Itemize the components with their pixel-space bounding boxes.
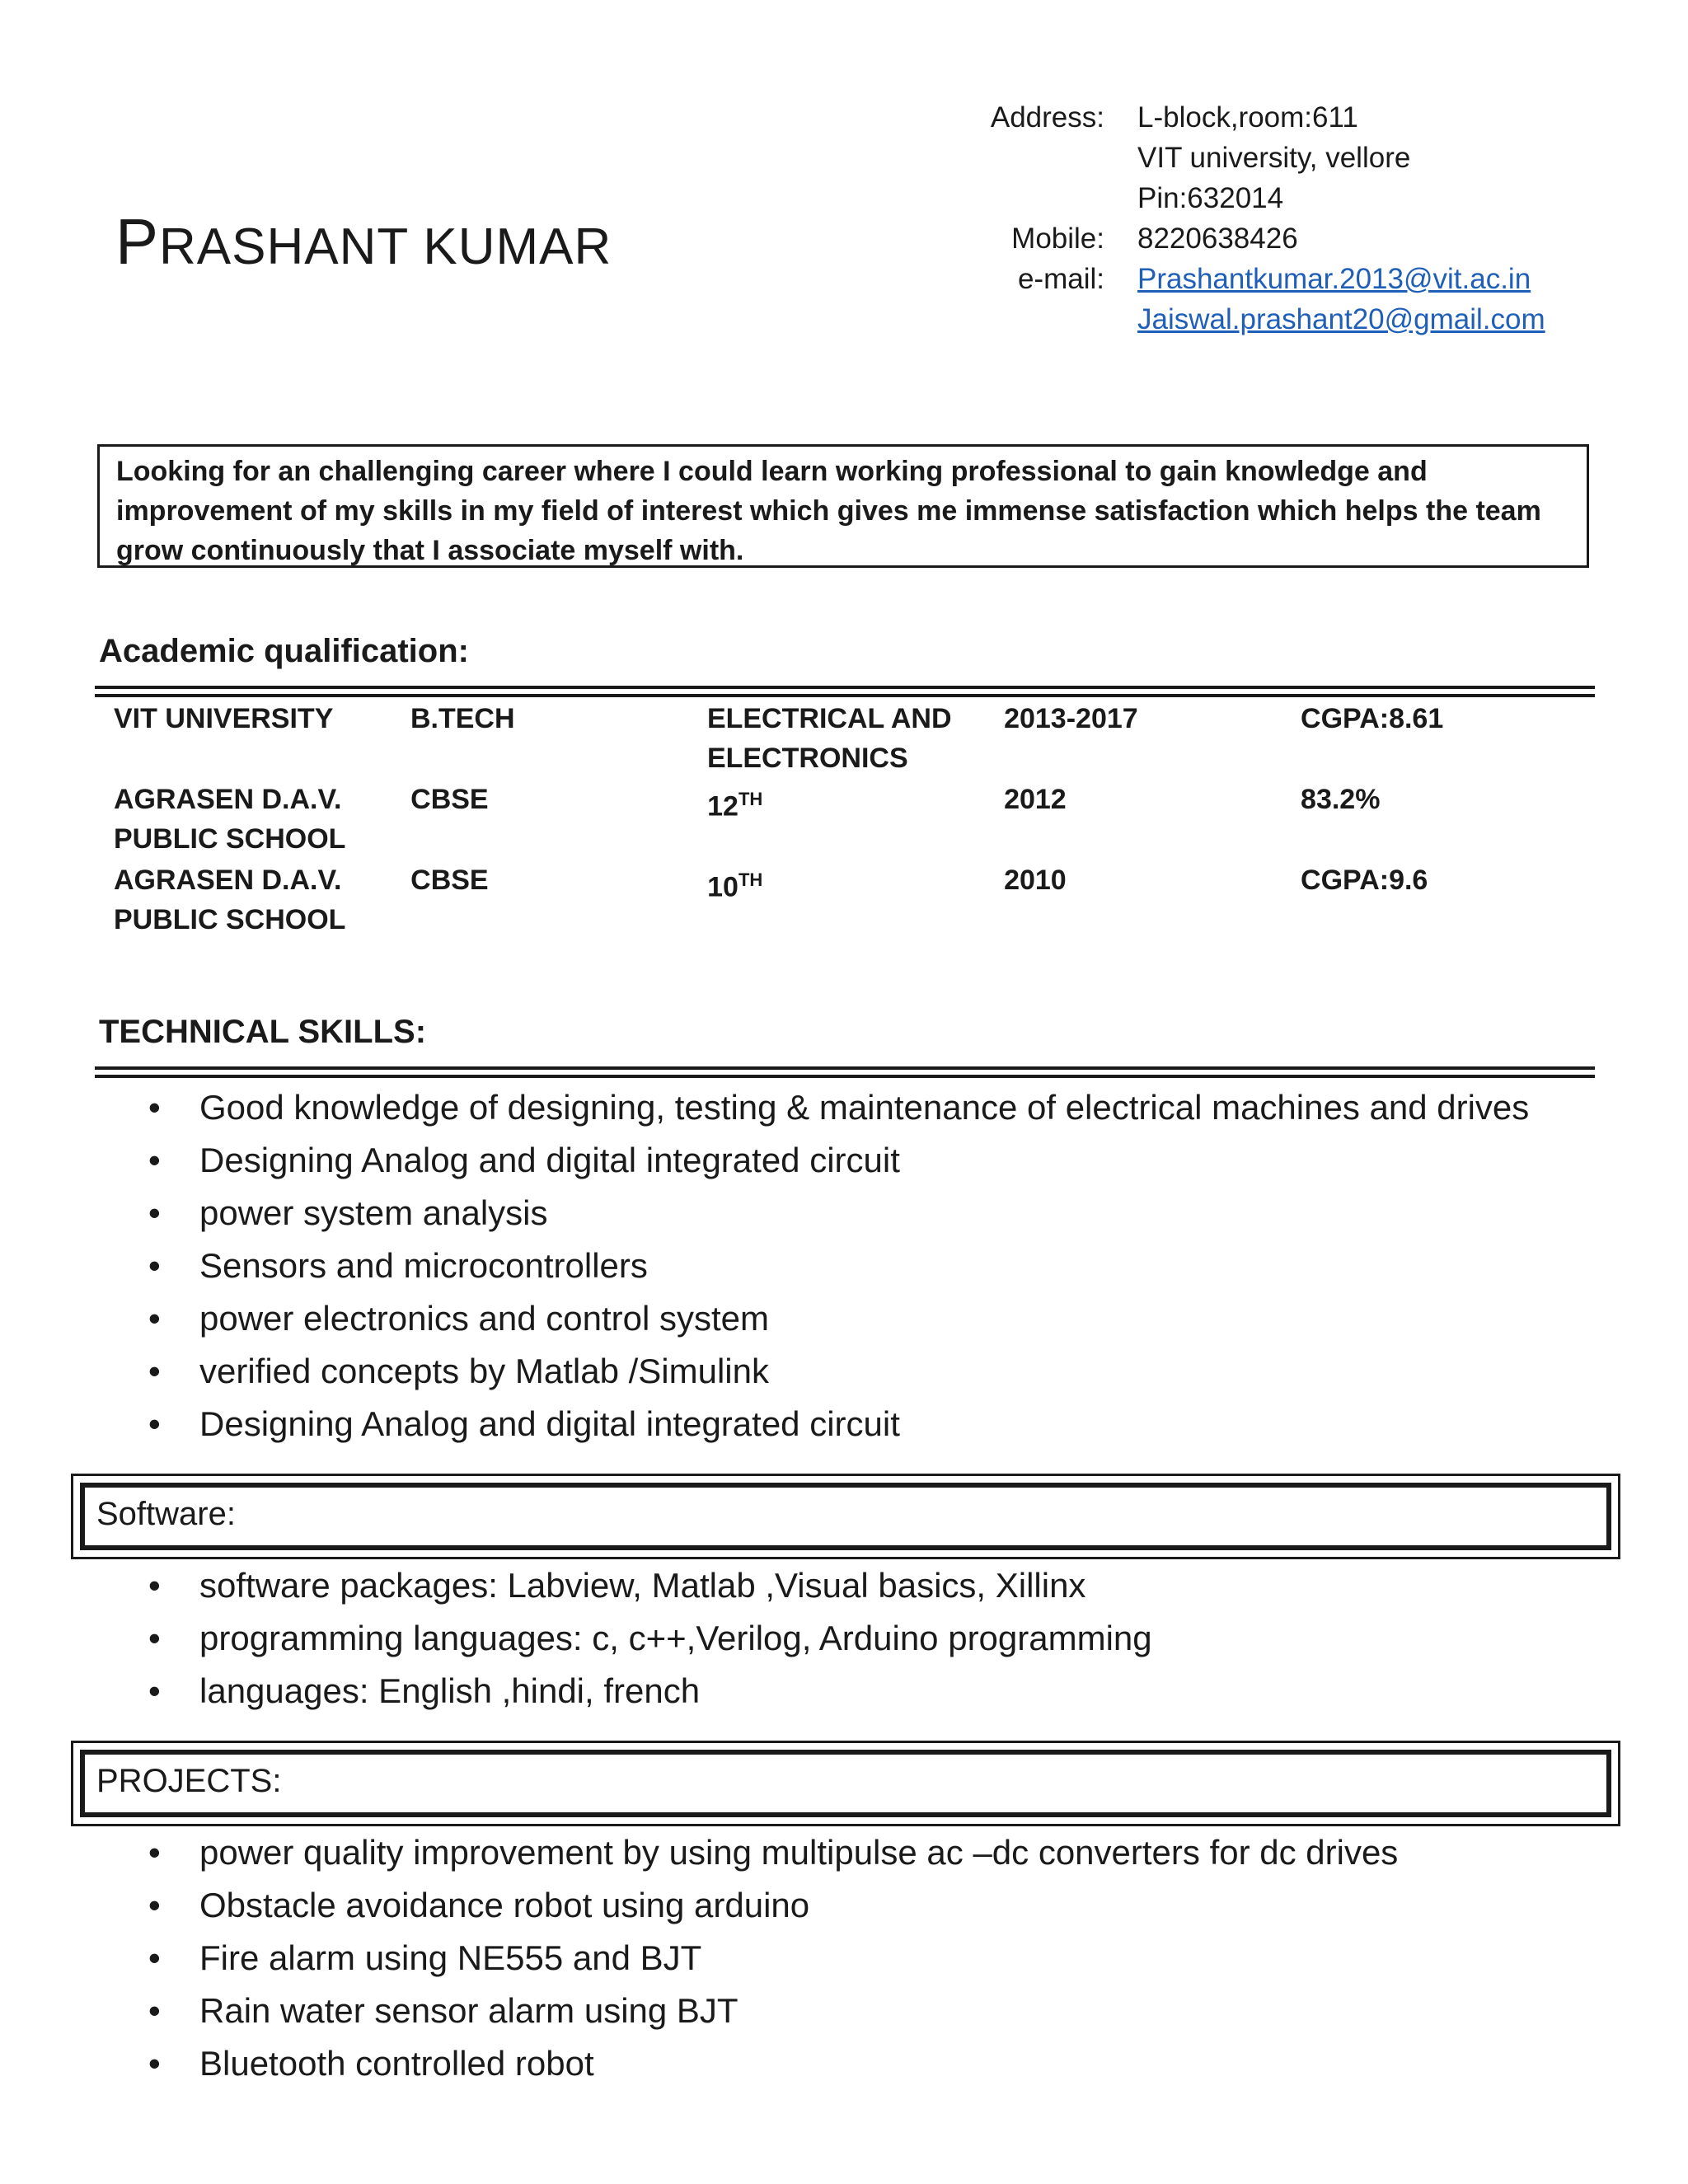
institution: VIT UNIVERSITY: [114, 703, 334, 734]
contact-block: [973, 97, 1545, 340]
projects-header-box: [71, 1741, 1620, 1826]
year: 2013-2017: [1004, 703, 1138, 734]
projects-title: PROJECTS:: [80, 1750, 1611, 1817]
institution: AGRASEN D.A.V. PUBLIC SCHOOL: [114, 784, 346, 855]
academic-rule: [95, 686, 1595, 697]
list-item: • Fire alarm using NE555 and BJT: [148, 1932, 1398, 1985]
software-list: [148, 1559, 1152, 1718]
list-item: • power system analysis: [148, 1187, 1529, 1240]
score: CGPA:9.6: [1301, 865, 1428, 896]
address-line-2: VIT university, vellore: [1137, 142, 1411, 174]
course: ELECTRICAL AND ELECTRONICS: [706, 703, 952, 774]
course-number: 12: [707, 790, 738, 823]
name-first-rest: RASHANT: [159, 218, 409, 275]
mobile-number: 8220638426: [1137, 223, 1298, 255]
list-item: • software packages: Labview, Matlab ,Visual basics, Xillinx: [148, 1559, 1152, 1612]
list-item: • verified concepts by Matlab /Simulink: [148, 1345, 1529, 1398]
institution: AGRASEN D.A.V. PUBLIC SCHOOL: [114, 865, 346, 935]
list-item: • Bluetooth controlled robot: [148, 2037, 1398, 2090]
list-item: • Designing Analog and digital integrated circuit: [148, 1134, 1529, 1187]
mobile-label: Mobile:: [1011, 223, 1104, 255]
email-link-secondary[interactable]: Jaiswal.prashant20@gmail.com: [1137, 303, 1545, 335]
list-item: • power quality improvement by using multipulse ac –dc converters for dc drives: [148, 1826, 1398, 1879]
software-header-box: [71, 1474, 1620, 1559]
course: [707, 780, 1004, 859]
table-row: [114, 699, 1597, 778]
address-line-3: Pin:632014: [1137, 182, 1284, 214]
academic-title: Academic qualification:: [99, 633, 469, 669]
list-item: • Good knowledge of designing, testing & maintenance of electrical machines and drives: [148, 1081, 1529, 1134]
list-item: • Obstacle avoidance robot using arduino: [148, 1879, 1398, 1932]
list-item: • Rain water sensor alarm using BJT: [148, 1985, 1398, 2037]
table-row: [114, 780, 1597, 859]
software-title: Software:: [80, 1483, 1611, 1550]
technical-title: TECHNICAL SKILLS:: [99, 1014, 427, 1050]
board: B.TECH: [410, 703, 515, 734]
table-row: [114, 860, 1597, 940]
technical-rule: [95, 1066, 1595, 1078]
course-suffix: TH: [738, 789, 763, 809]
address-line-1: L-block,room:611: [1137, 101, 1358, 134]
candidate-name: [115, 204, 612, 279]
address-label: Address:: [990, 101, 1104, 134]
score: CGPA:8.61: [1301, 703, 1444, 734]
course: [707, 860, 1004, 940]
course-suffix: TH: [738, 869, 763, 890]
name-initial: P: [115, 205, 160, 278]
list-item: • programming languages: c, c++,Verilog, Arduino programming: [148, 1612, 1152, 1665]
projects-list: [148, 1826, 1398, 2090]
year: 2012: [1004, 784, 1067, 815]
board: CBSE: [410, 865, 489, 896]
score: 83.2%: [1301, 784, 1381, 815]
list-item: • Sensors and microcontrollers: [148, 1240, 1529, 1292]
name-last: KUMAR: [423, 218, 612, 275]
list-item: • languages: English ,hindi, french: [148, 1665, 1152, 1718]
course-number: 10: [707, 871, 738, 903]
technical-skills-list: [148, 1081, 1529, 1451]
board: CBSE: [410, 784, 489, 815]
email-label: e-mail:: [1017, 263, 1104, 295]
academic-table: [114, 699, 1597, 941]
list-item: • Designing Analog and digital integrated circuit: [148, 1398, 1529, 1451]
year: 2010: [1004, 865, 1067, 896]
list-item: • power electronics and control system: [148, 1292, 1529, 1345]
email-link-primary[interactable]: Prashantkumar.2013@vit.ac.in: [1137, 263, 1531, 295]
career-objective: Looking for an challenging career where I could learn working professional to gain knowledge and improvement of my skills in my field of interest which gives me immense satisfaction which helps the team grow continuously that I associate myself with.: [97, 444, 1589, 568]
